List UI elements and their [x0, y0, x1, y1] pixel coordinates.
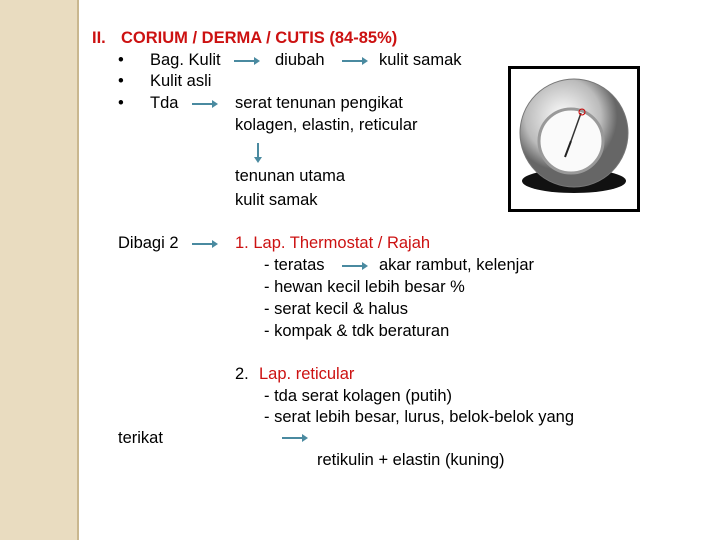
arrow-right-icon [342, 265, 366, 267]
dibagi-label: Dibagi 2 [118, 234, 179, 252]
bullet-end: kulit samak [379, 51, 462, 69]
layer2-item: - serat lebih besar, lurus, belok-belok yang [264, 408, 575, 426]
bullet-label: Kulit asli [150, 72, 212, 90]
arrow-right-icon [342, 60, 366, 62]
layer2-item: - tda serat kolagen (putih) [264, 387, 453, 405]
bullet: • [118, 72, 124, 90]
layer1-item: - hewan kecil lebih besar % [264, 278, 465, 296]
bullet: • [118, 94, 124, 112]
slide-sidebar [0, 0, 79, 540]
result-text: tenunan utama [235, 167, 346, 185]
tda-desc: kolagen, elastin, reticular [235, 116, 418, 134]
bullet: • [118, 51, 124, 69]
layer1-item: - kompak & tdk beraturan [264, 322, 450, 340]
bullet-label: Bag. Kulit [150, 51, 221, 69]
stopwatch-icon [511, 69, 637, 209]
page-title: CORIUM / DERMA / CUTIS (84-85%) [121, 29, 398, 47]
layer1-item: - teratas [264, 256, 325, 274]
layer1-item: - serat kecil & halus [264, 300, 408, 318]
section-number: II. [92, 29, 106, 47]
layer2-number: 2. [235, 365, 249, 383]
arrow-right-icon [282, 437, 306, 439]
layer2-end: retikulin + elastin (kuning) [317, 451, 505, 469]
bullet-mid: diubah [275, 51, 325, 69]
result-text: kulit samak [235, 191, 318, 209]
arrow-down-icon [257, 143, 259, 161]
arrow-right-icon [234, 60, 258, 62]
layer1-item-end: akar rambut, kelenjar [379, 256, 534, 274]
layer2-title: Lap. reticular [259, 365, 355, 383]
terikat-label: terikat [118, 429, 163, 447]
layer1-title: 1. Lap. Thermostat / Rajah [235, 234, 431, 252]
arrow-right-icon [192, 103, 216, 105]
stopwatch-image [508, 66, 640, 212]
tda-desc: serat tenunan pengikat [235, 94, 403, 112]
bullet-label: Tda [150, 94, 179, 112]
arrow-right-icon [192, 243, 216, 245]
